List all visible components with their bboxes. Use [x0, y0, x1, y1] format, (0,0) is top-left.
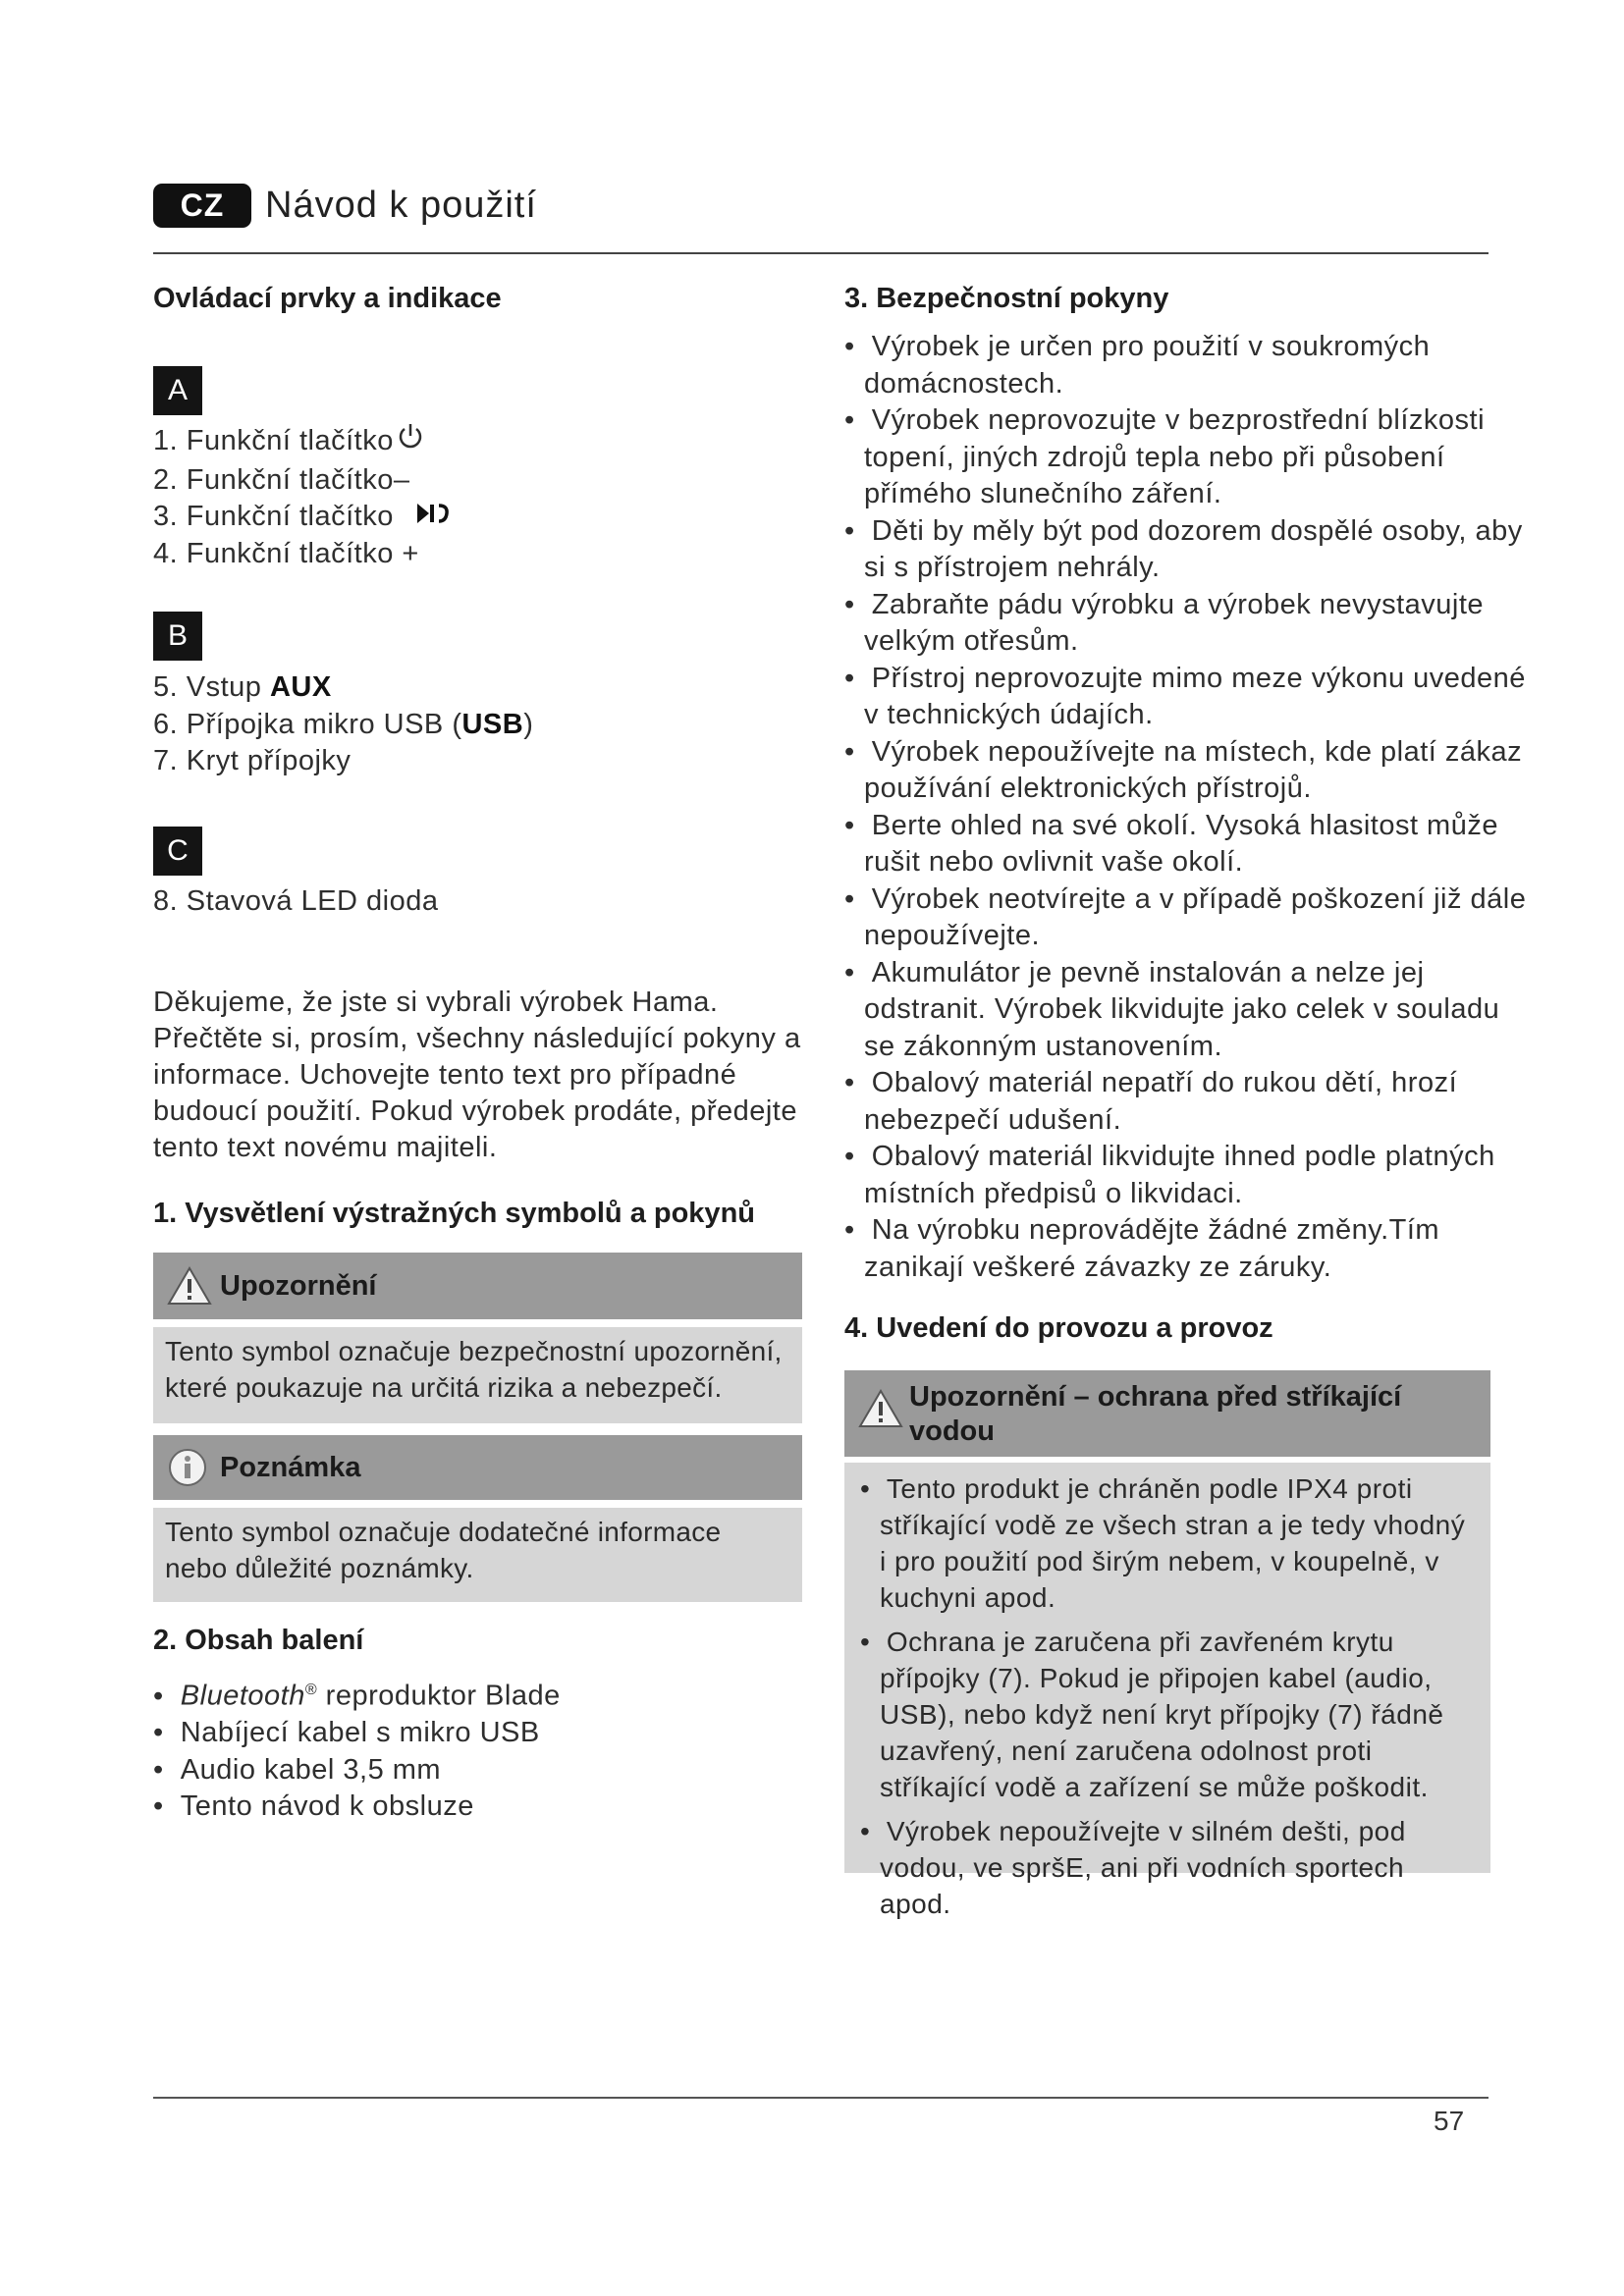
controls-title: Ovládací prvky a indikace	[153, 283, 502, 314]
list-item: 7. Kryt přípojky	[153, 745, 352, 776]
group-a-list	[153, 422, 782, 573]
footer-rule	[153, 2097, 1489, 2099]
list-item: 5. Vstup AUX	[153, 671, 332, 703]
list-item: • Výrobek nepoužívejte na místech, kde platí zákaz používání elektronických přístrojů.	[844, 734, 1532, 808]
language-badge: CZ	[153, 184, 251, 228]
list-item: • Obalový materiál nepatří do rukou dětí, hrozí nebezpečí udušení.	[844, 1065, 1532, 1139]
group-b-list	[153, 669, 782, 780]
power-icon	[396, 422, 425, 462]
thanks-paragraph: Děkujeme, že jste si vybrali výrobek Hama. Přečtěte si, prosím, všechny následující pokyny a informace. Uchovejte tento text pro případné budoucí použití. Pokud výrobek prodáte, předejte tento text novému majiteli.	[153, 987, 801, 1163]
info-icon	[167, 1447, 208, 1488]
group-c-list	[153, 883, 782, 921]
note-box-text: Tento symbol označuje dodatečné informace nebo důležité poznámky.	[153, 1508, 802, 1602]
list-item: 6. Přípojka mikro USB (USB)	[153, 708, 534, 740]
list-item: • Audio kabel 3,5 mm	[153, 1752, 782, 1789]
warning-triangle-icon	[858, 1388, 903, 1429]
group-a-label: A	[153, 366, 202, 415]
section-2-title: 2. Obsah balení	[153, 1625, 364, 1656]
water-warning-body	[844, 1463, 1490, 1919]
water-warning-list	[844, 1463, 1490, 1922]
list-item: 2. Funkční tlačítko–	[153, 463, 410, 496]
list-item: • Výrobek je určen pro použití v soukromých domácnostech.	[844, 329, 1532, 402]
list-item: • Na výrobku neprovádějte žádné změny.Tím zanikají veškeré závazky ze záruky.	[844, 1212, 1532, 1286]
list-item: • Tento produkt je chráněn podle IPX4 proti stříkající vodě ze všech stran a je tedy vhodný i pro použití pod širým nebem, v koupelně, v kuchyni apod.	[860, 1470, 1475, 1616]
warning-box-text: Tento symbol označuje bezpečnostní upozornění, které poukazuje na určitá rizika a nebezpečí.	[153, 1327, 802, 1423]
section-3-title: 3. Bezpečnostní pokyny	[844, 283, 1169, 314]
list-item: • Tento návod k obsluze	[153, 1789, 782, 1826]
warning-title: Upozornění	[220, 1269, 377, 1302]
water-warning-header	[844, 1370, 1490, 1457]
list-item: • Zabraňte pádu výrobku a výrobek nevystavujte velkým otřesům.	[844, 587, 1532, 661]
group-b-label: B	[153, 612, 202, 661]
warning-triangle-icon	[167, 1265, 212, 1307]
list-item: 8. Stavová LED dioda	[153, 885, 439, 917]
package-list	[153, 1672, 782, 1826]
list-item: • Nabíjecí kabel s mikro USB	[153, 1715, 782, 1752]
list-item: • Výrobek neprovozujte v bezprostřední blízkosti topení, jiných zdrojů tepla nebo při působení přímého slunečního záření.	[844, 402, 1532, 513]
play-pause-phone-icon	[415, 500, 451, 537]
list-item: • Bluetooth® reproduktor Blade	[153, 1672, 782, 1715]
safety-list	[844, 329, 1532, 1286]
list-item: • Obalový materiál likvidujte ihned podle platných místních předpisů o likvidaci.	[844, 1139, 1532, 1212]
list-item: • Děti by měly být pod dozorem dospělé osoby, aby si s přístrojem nehrály.	[844, 513, 1532, 587]
list-item: 1. Funkční tlačítko	[153, 422, 782, 462]
list-item: • Přístroj neprovozujte mimo meze výkonu uvedené v technických údajích.	[844, 661, 1532, 734]
warning-box-header	[153, 1253, 802, 1319]
section-4-title: 4. Uvedení do provozu a provoz	[844, 1312, 1273, 1344]
list-item: • Akumulátor je pevně instalován a nelze jej odstranit. Výrobek likvidujte jako celek v souladu se zákonným ustanovením.	[844, 955, 1532, 1066]
list-item: 4. Funkční tlačítko +	[153, 538, 419, 570]
list-item: • Výrobek neotvírejte a v případě poškození již dále nepoužívejte.	[844, 881, 1532, 955]
page-number: 57	[1434, 2106, 1465, 2136]
list-item: • Ochrana je zaručena při zavřeném krytu přípojky (7). Pokud je připojen kabel (audio, USB), nebo když není kryt přípojky (7) řádně uzavřený, není zaručena odolnost proti stříkající vodě a zařízení se může poškodit.	[860, 1624, 1475, 1805]
section-1-title: 1. Vysvětlení výstražných symbolů a pokynů	[153, 1198, 755, 1229]
note-title: Poznámka	[220, 1451, 361, 1483]
group-c-label: C	[153, 827, 202, 876]
water-warning-title: Upozornění – ochrana před stříkající vodou	[909, 1381, 1402, 1447]
list-item: • Výrobek nepoužívejte v silném dešti, pod vodou, ve spršE, ani při vodních sportech apod.	[860, 1813, 1475, 1922]
header-rule	[153, 252, 1489, 254]
document-title: Návod k použití	[265, 185, 537, 226]
list-item: 3. Funkční tlačítko	[153, 499, 782, 536]
list-item: • Berte ohled na své okolí. Vysoká hlasitost může rušit nebo ovlivnit vaše okolí.	[844, 808, 1532, 881]
note-box-header	[153, 1435, 802, 1500]
